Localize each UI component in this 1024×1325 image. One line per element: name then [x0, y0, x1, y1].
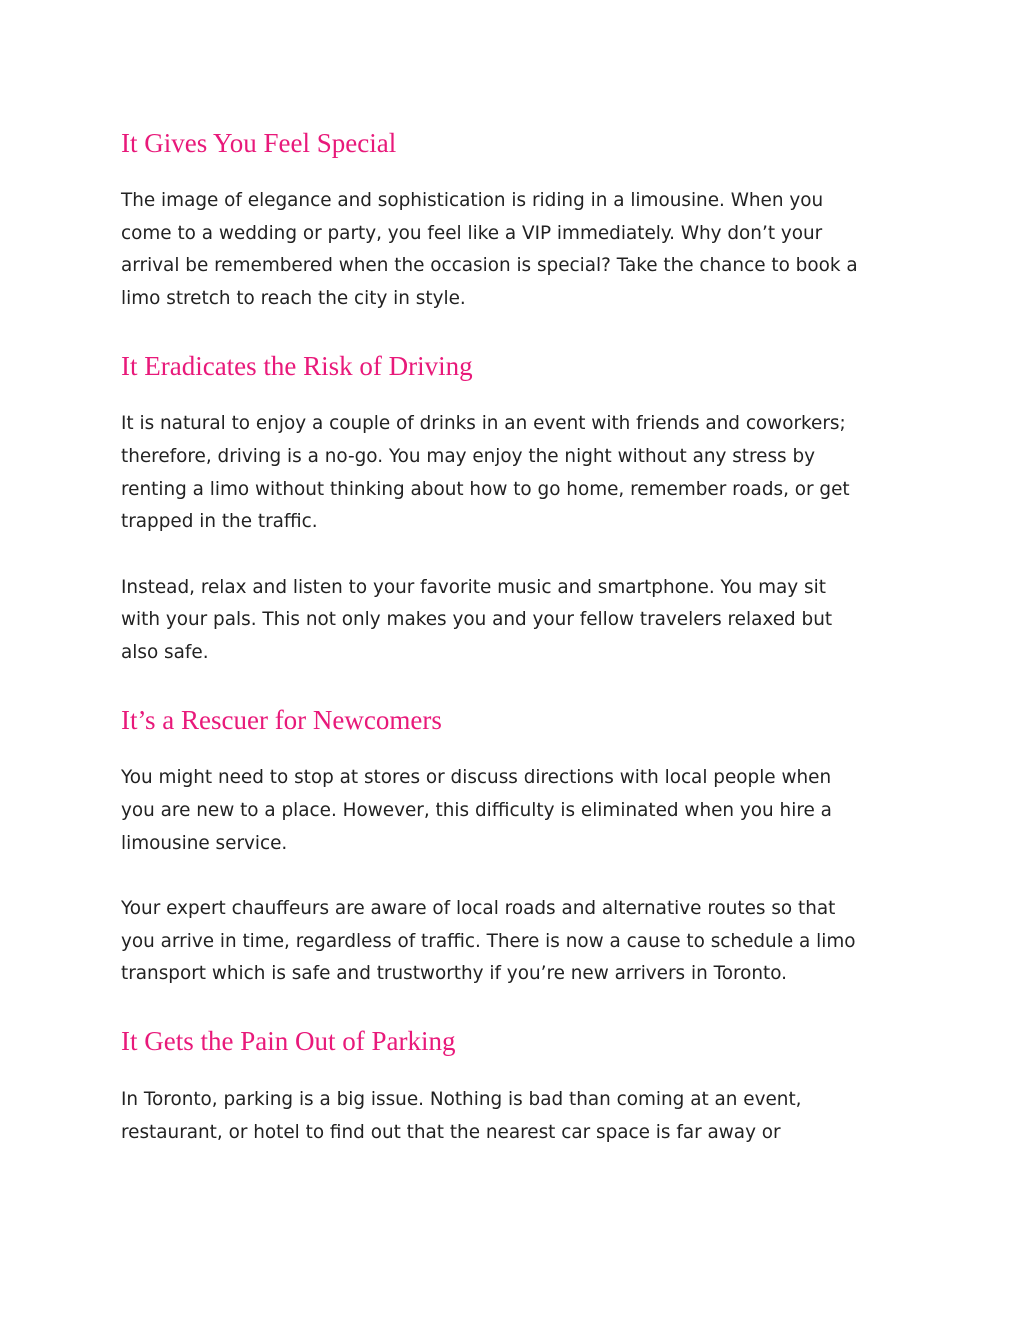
- paragraph-line: transport which is safe and trustworthy if you’re new arrivers in Toronto.: [121, 963, 788, 984]
- paragraph-line: renting a limo without thinking about how to go home, remember roads, or get: [121, 479, 850, 500]
- paragraph-line: Instead, relax and listen to your favorite music and smartphone. You may sit: [121, 577, 826, 598]
- paragraph-line: The image of elegance and sophistication is riding in a limousine. When you: [121, 190, 824, 211]
- paragraph-line: Your expert chauffeurs are aware of local roads and alternative routes so that: [121, 898, 836, 919]
- paragraph-line: restaurant, or hotel to find out that the nearest car space is far away or: [121, 1122, 781, 1143]
- paragraph-line: therefore, driving is a no-go. You may enjoy the night without any stress by: [121, 446, 816, 467]
- section-heading-pain-of-parking: It Gets the Pain Out of Parking: [121, 1026, 456, 1056]
- paragraph-line: you are new to a place. However, this difficulty is eliminated when you hire a: [121, 800, 832, 821]
- paragraph-line: arrival be remembered when the occasion is special? Take the chance to book a: [121, 255, 858, 276]
- paragraph-line: come to a wedding or party, you feel like a VIP immediately. Why don’t your: [121, 223, 823, 244]
- paragraph-line: trapped in the traffic.: [121, 511, 318, 532]
- paragraph-line: limo stretch to reach the city in style.: [121, 288, 466, 309]
- paragraph-line: You might need to stop at stores or discuss directions with local people when: [121, 767, 832, 788]
- paragraph-line: also safe.: [121, 642, 209, 663]
- paragraph-line: you arrive in time, regardless of traffic. There is now a cause to schedule a limo: [121, 931, 856, 952]
- section-heading-rescuer-newcomers: It’s a Rescuer for Newcomers: [121, 705, 442, 735]
- section-heading-feel-special: It Gives You Feel Special: [121, 128, 397, 158]
- paragraph-line: It is natural to enjoy a couple of drinks in an event with friends and coworkers;: [121, 413, 846, 434]
- paragraph-line: limousine service.: [121, 833, 288, 854]
- paragraph-line: In Toronto, parking is a big issue. Nothing is bad than coming at an event,: [121, 1089, 802, 1110]
- paragraph-line: with your pals. This not only makes you and your fellow travelers relaxed but: [121, 609, 833, 630]
- section-heading-risk-of-driving: It Eradicates the Risk of Driving: [121, 351, 473, 381]
